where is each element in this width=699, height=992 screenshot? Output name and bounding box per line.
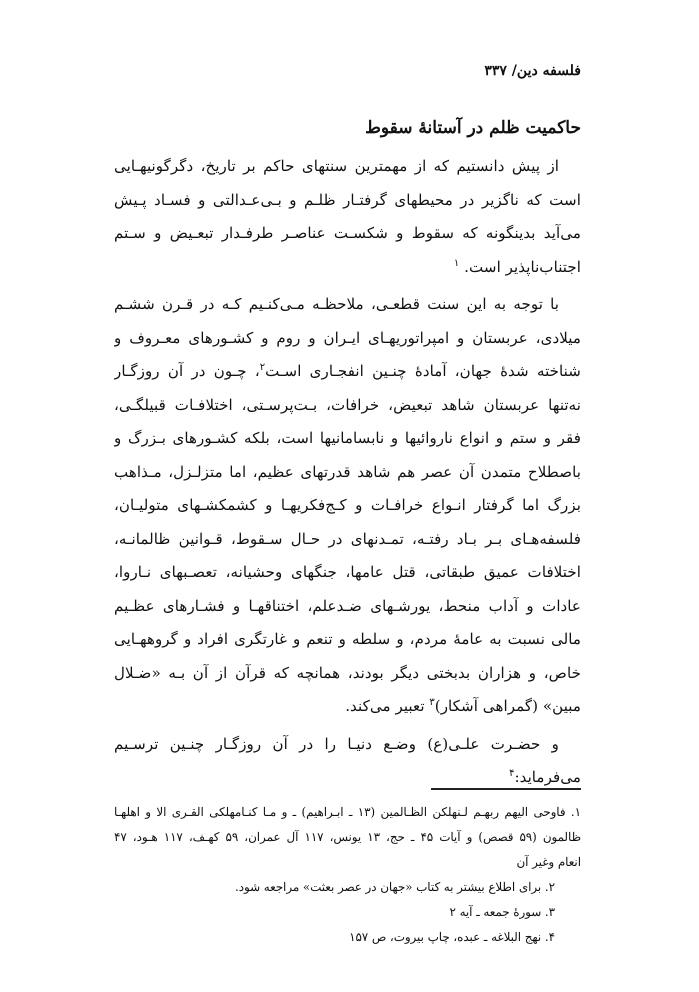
paragraph-3 (114, 728, 581, 795)
text-segment: مبین» (گمراهی آشکار) (434, 697, 581, 715)
section-title: حاکمیت ظلم در آستانهٔ سقوط (365, 118, 581, 138)
text-line: بزرگ اما گرفتار انـواع خرافـات و کـج‌فکریهـا و کشمکشـهای متولیـان، (114, 496, 581, 514)
running-header: فلسفه دین/ ۳۳۷ (484, 63, 581, 79)
text-line (114, 251, 581, 285)
text-line: از پیش دانستیم که از مهمترین سنتهای حاکم بر تاریخ، دگرگونیهـایی (114, 157, 559, 175)
text-line: باصطلاح متمدن آن عصر هم شاهد قدرتهای عظیم، اما متزلـزل، مـذاهب (114, 462, 581, 481)
text-line: میلادی، عربستان و امپراتوریهـای ایـران و روم و کشـورهای معـروف و (114, 328, 581, 347)
text-line: نه‌تنها عربستان شاهد تبعیض، خرافات، بـت‌پرسـتی، اختلافـات قبیلگـی، (114, 395, 581, 414)
text-segment: می‌فرماید: (514, 768, 581, 786)
footnotes (114, 800, 581, 950)
text-line: است که ناگزیر در محیطهای گرفتـار ظلـم و بـی‌عـدالتی و فسـاد پـیش (114, 190, 581, 209)
body-text (114, 150, 581, 799)
text-line: اختلافات عمیق طبقاتی، قتل عامها، جنگهای وحشیانه، تعصـبهای نـاروا، (114, 563, 581, 581)
footnote-1-line: ظالمون (۵۹ قصص) و آیات ۴۵ ـ حج، ۱۳ یونس، ۱۱۷ آل عمران، ۵۹ کهـف، ۱۱۷ هـود، ۴۷ (114, 830, 581, 844)
footnote-3: ۳. سورهٔ جمعه ـ آیه ۲ (449, 905, 555, 919)
footnote-2: ۲. برای اطلاع بیشتر به کتاب «جهان در عصر بعثت» مراجعه شود. (235, 880, 555, 894)
text-line: فلسفه‌هـای بـر بـاد رفتـه، تمـدنهای در حـال سـقوط، قـوانین ظالمانـه، (114, 529, 581, 548)
text-segment: شناخته شدهٔ جهان، آمادهٔ چنـین انفجـاری اسـت (265, 362, 581, 380)
text-line (114, 690, 581, 724)
text-line: خاص، و هزاران بدبختی دیگر بودند، همانچه که قرآن از آن بـه «ضـلال (114, 663, 581, 682)
footnote-4: ۴. نهج البلاغه ـ عبده، چاپ بیروت، ص ۱۵۷ (349, 930, 555, 944)
footnote-reference: ۴ (509, 767, 515, 779)
text-line: با توجه به این سنت قطعـی، ملاحظـه مـی‌کنـیم کـه در قـرن ششـم (114, 295, 559, 313)
footnote-reference: ۲ (259, 361, 266, 373)
text-line: عادات و آداب منحط، یورشـهای ضـدعلم، اختناقهـا و فشـارهای عظـیم (114, 596, 581, 615)
text-segment: ، چـون در آن روزگـار (114, 362, 260, 380)
text-line: و حضـرت علـی(ع) وضـع دنیـا را در آن روزگـار چنـین ترسـیم (114, 734, 559, 753)
text-line: می‌آید بدینگونه که سقوط و شکسـت عناصـر طرفـدار تبعـیض و سـتم (114, 224, 581, 242)
paragraph-1 (114, 150, 581, 284)
footnote-reference: ۳ (429, 696, 435, 708)
text-line: فقر و ستم و انواع ناروائیها و نابسامانیها است، بلکه کشـورهای بـزرگ و (114, 429, 581, 447)
footnote-1-line: ۱. فاوحی الیهم ربهـم لـنهلکن الظـالمین (۱۳ ـ ابـراهیم) ـ و مـا کنـامهلکی القـری الا و اهلهـا (114, 805, 581, 819)
footnote-separator (431, 788, 581, 790)
paragraph-2 (114, 288, 581, 724)
text-segment: اجتناب‌ناپذیر است. (464, 257, 581, 276)
text-line: مالی نسبت به عامهٔ مردم، و سلطه و تنعم و غارتگری افراد و گروههـایی (114, 630, 581, 648)
text-segment: تعبیر می‌کند. (345, 697, 425, 715)
footnote-reference: ۱ (453, 257, 460, 269)
footnote-1-line: انعام وغیر آن (516, 855, 581, 869)
text-line (114, 355, 581, 389)
